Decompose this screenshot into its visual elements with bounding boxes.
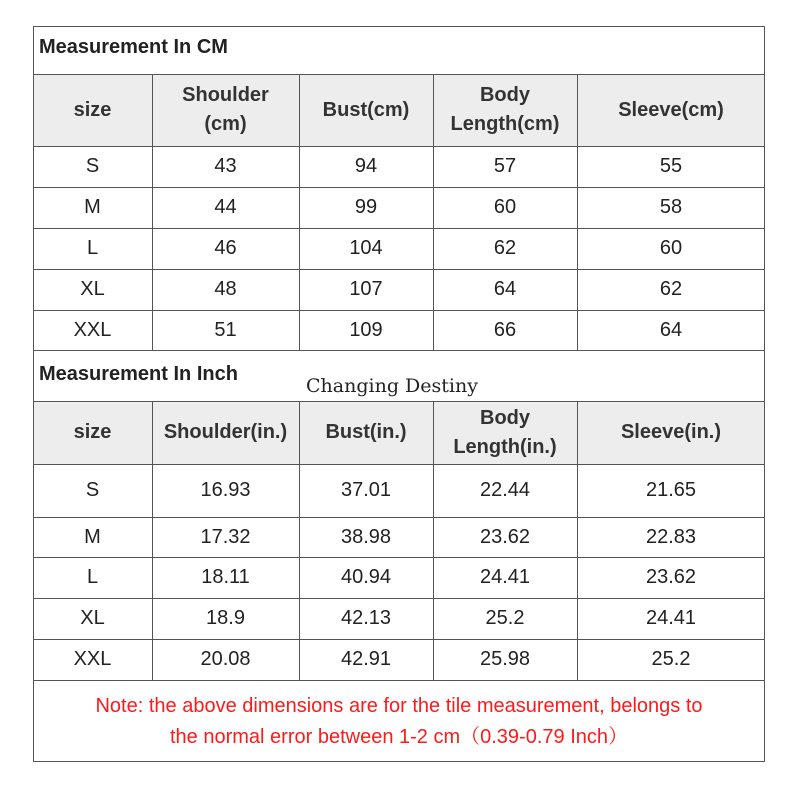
cm-table-cell: 60 — [493, 196, 517, 218]
inch-table-cell: XXL — [73, 648, 112, 670]
cm-header-cell: Shoulder (cm) — [182, 84, 269, 135]
inch-header-cell: Bust(in.) — [325, 421, 407, 443]
inch-table-cell: 25.2 — [651, 648, 691, 670]
cm-table-cell: 51 — [214, 318, 237, 341]
cm-table-title: Measurement In CM — [39, 36, 228, 58]
cm-table-cell: L — [86, 237, 99, 259]
watermark-text: Changing Destiny — [306, 375, 478, 397]
inch-table-cell: 17.32 — [200, 525, 251, 548]
inch-table-cell: 24.41 — [479, 566, 531, 588]
cm-header-cell: size — [73, 98, 112, 121]
note-line-1: Note: the above dimensions are for the tile measurement, belongs to — [95, 695, 703, 717]
cm-table-cell: 60 — [659, 237, 683, 259]
note-divider — [33, 680, 765, 681]
cm-table-cell: 48 — [214, 278, 237, 300]
cm-header-cell: Bust(cm) — [322, 98, 410, 121]
inch-table-cell: 25.2 — [485, 607, 525, 629]
inch-table-cell: XL — [80, 607, 105, 629]
inch-table-cell: 18.11 — [201, 566, 250, 588]
cm-table-cell: 46 — [214, 237, 237, 259]
cm-table-cell: 99 — [354, 196, 378, 218]
cm-row-divider — [33, 350, 765, 351]
inch-table-cell: L — [86, 566, 99, 588]
cm-table-cell: 66 — [493, 318, 517, 341]
inch-header-cell: Shoulder(in.) — [163, 421, 288, 443]
inch-table-cell: 42.91 — [340, 648, 392, 670]
inch-table-cell: 38.98 — [340, 525, 392, 548]
inch-table-cell: 25.98 — [479, 648, 531, 670]
cm-table-cell: 109 — [349, 318, 383, 341]
cm-table-cell: 64 — [659, 318, 683, 341]
cm-table-cell: 58 — [659, 196, 683, 218]
cm-table-cell: 104 — [349, 237, 383, 259]
inch-table-cell: 21.65 — [645, 479, 697, 501]
inch-table-cell: 37.01 — [340, 479, 392, 501]
cm-table-cell: 64 — [493, 278, 517, 300]
cm-table-cell: XXL — [73, 318, 112, 341]
inch-header-cell: Body Length(in.) — [453, 406, 557, 458]
cm-table-cell: 62 — [493, 237, 517, 259]
inch-table-cell: 24.41 — [645, 607, 697, 629]
cm-table-cell: 94 — [354, 155, 378, 177]
inch-table-cell: 22.44 — [479, 479, 531, 501]
cm-table-cell: 43 — [214, 155, 237, 177]
inch-table-cell: 18.9 — [206, 607, 245, 629]
inch-table-cell: 42.13 — [340, 607, 392, 629]
cm-table-cell: XL — [80, 278, 105, 300]
inch-header-cell: Sleeve(in.) — [620, 421, 722, 443]
inch-table-cell: 23.62 — [645, 566, 697, 588]
inch-table-cell: 40.94 — [340, 566, 392, 588]
inch-table-cell: S — [85, 479, 100, 501]
inch-table-cell: 22.83 — [645, 525, 697, 548]
inch-table-cell: 23.62 — [479, 525, 531, 548]
inch-table-cell: 20.08 — [200, 648, 251, 670]
cm-table-cell: 62 — [659, 278, 683, 300]
inch-table-cell: M — [84, 525, 101, 548]
inch-table-title: Measurement In Inch — [39, 363, 238, 385]
cm-header-cell: Body Length(cm) — [450, 84, 560, 135]
cm-table-cell: 57 — [493, 155, 517, 177]
note-line-2: the normal error between 1-2 cm（0.39-0.79 Inch） — [170, 726, 628, 748]
cm-table-cell: S — [85, 155, 100, 177]
cm-table-cell: 44 — [214, 196, 237, 218]
cm-header-cell: Sleeve(cm) — [618, 98, 724, 121]
inch-table-cell: 16.93 — [200, 479, 251, 501]
cm-table-cell: M — [84, 196, 101, 218]
note-text — [34, 683, 764, 761]
cm-table-cell: 107 — [349, 278, 383, 300]
inch-header-cell: size — [73, 421, 112, 443]
cm-table-cell: 55 — [659, 155, 683, 177]
